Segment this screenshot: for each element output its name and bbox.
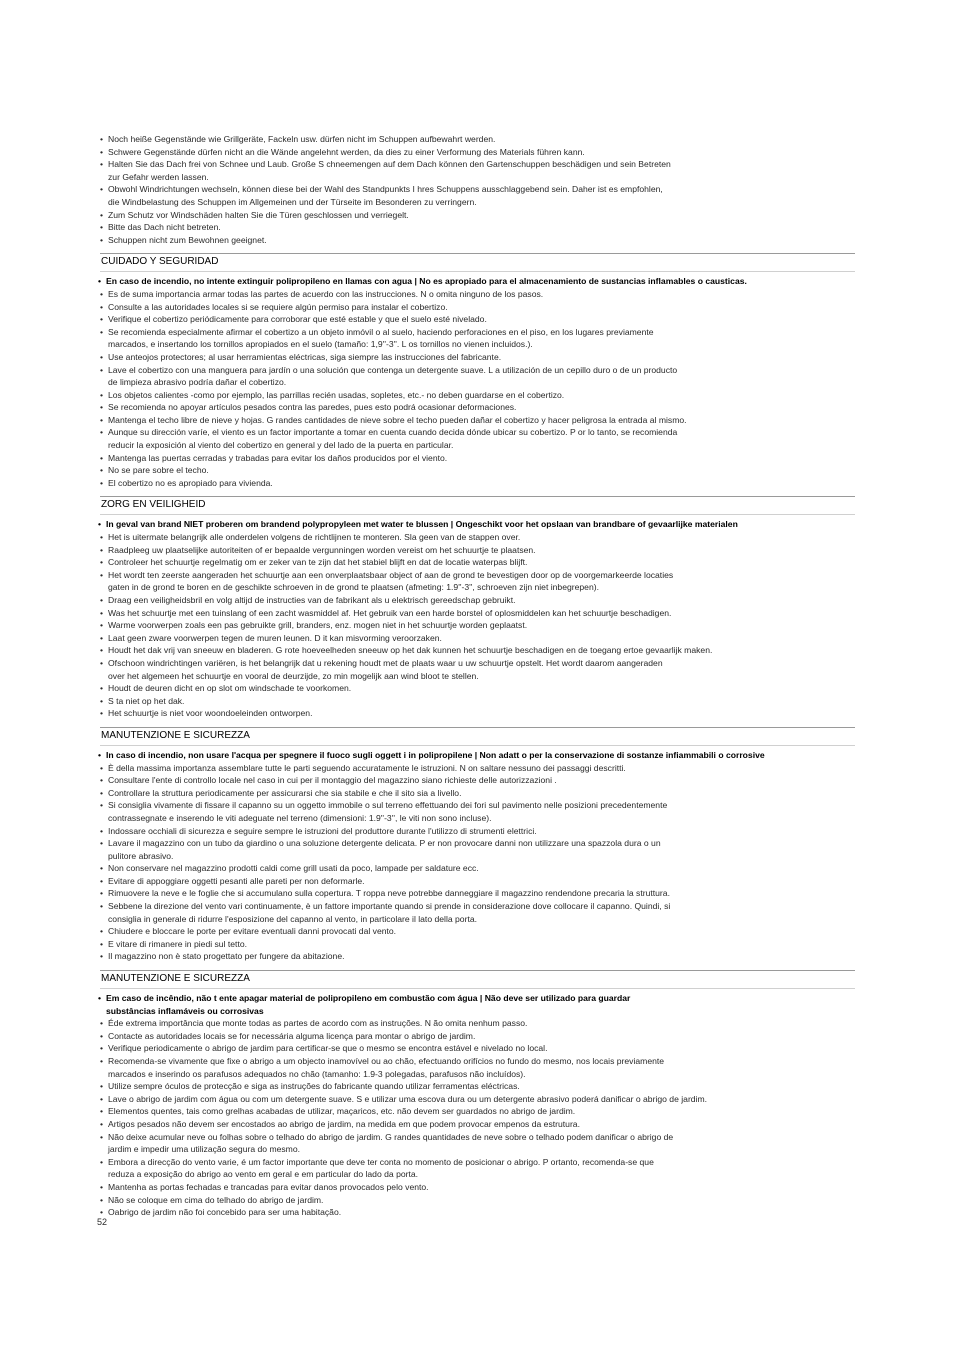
list-item: • Lavare il magazzino con un tubo da giardino o una soluzione detergente delicata. P er non provocare danni non utilizzare una spazzola dura o un pulitore abrasivo. — [100, 837, 855, 862]
list-item: • Sebbene la direzione del vento vari continuamente, è un fattore importante quando si prende in considerazione dove collocare il capanno. Quindi, si consiglia in generale di ridurre l'esposizione del capanno al vento, in particolare il lato della porta. — [100, 900, 855, 925]
list-item: • Lave el cobertizo con una manguera para jardín o una solución que contenga un detergente suave. L a utilización de un cepillo duro o de un producto de limpieza abrasivo podría dañar el cobertizo. — [100, 364, 855, 389]
list-item: • Contacte as autoridades locais se for necessária alguma licença para montar o abrigo de jardim. — [100, 1030, 855, 1043]
list-item: • Controleer het schuurtje regelmatig om er zeker van te zijn dat het stabiel blijft en dat de locatie waterpas blijft. — [100, 556, 855, 569]
section-italian-list — [100, 749, 855, 963]
list-item: • Obwohl Windrichtungen wechseln, können diese bei der Wahl des Standpunkts I hres Schuppens ausschlaggebend sein. Daher ist es empfohlen, die Windbelastung des Schuppen im Allgemeinen und der Türseite im Besonderen zu verringern. — [100, 183, 855, 208]
list-item: • Verifique periodicamente o abrigo de jardim para certificar-se que o mesmo se encontra estável e nivelado no local. — [100, 1042, 855, 1055]
list-item: • Elementos quentes, tais como grelhas acabadas de utilizar, maçaricos, etc. não devem ser guardados no abrigo de jardim. — [100, 1105, 855, 1118]
section-heading-portuguese: MANUTENZIONE E SICUREZZA — [100, 970, 855, 989]
list-item: • Não deixe acumular neve ou folhas sobre o telhado do abrigo de jardim. G randes quantidades de neve sobre o telhado podem danificar o abrigo de jardim e impedir uma utilização segura do mesmo. — [100, 1131, 855, 1156]
list-item: • Embora a direcção do vento varie, é um factor importante que deve ter conta no momento de posicionar o abrigo. P ortanto, recomenda-se que reduza a exposição do abrigo ao vento em geral e em particular do lado da porta. — [100, 1156, 855, 1181]
list-item: • Schwere Gegenstände dürfen nicht an die Wände angelehnt werden, da dies zu einer Verformung des Materials führen kann. — [100, 146, 855, 159]
section-heading-italian: MANUTENZIONE E SICUREZZA — [100, 727, 855, 746]
list-item: • Warme voorwerpen zoals een pas gebruikte grill, branders, enz. mogen niet in het schuurtje worden geplaatst. — [100, 619, 855, 632]
warning-item: • In caso di incendio, non usare l'acqua per spegnere il fuoco sugli oggett i in polipropilene | Non adatt o per la conservazione di sostanze infiammabili o corrosive — [100, 749, 855, 762]
list-item: • Bitte das Dach nicht betreten. — [100, 221, 855, 234]
page-number: 52 — [97, 1217, 108, 1227]
warning-item: • En caso de incendio, no intente extinguir polipropileno en llamas con agua | No es apropiado para el almacenamiento de sustancias inflamables o causticas. — [100, 275, 855, 288]
list-item: • Evitare di appoggiare oggetti pesanti alle pareti per non deformarle. — [100, 875, 855, 888]
list-item: • Se recomienda no apoyar artículos pesados contra las paredes, pues esto podrá ocasionar deformaciones. — [100, 401, 855, 414]
list-item: • Lave o abrigo de jardim com água ou com um detergente suave. S e utilizar uma escova dura ou um detergente abrasivo poderá danificar o abrigo de jardim. — [100, 1093, 855, 1106]
list-item: • Si consiglia vivamente di fissare il capanno su un oggetto immobile o sul terreno effettuando dei fori sul pavimento nelle posizioni precedentemente contrassegnate e inserendo le viti adeguate nel terreno (dimensioni: 1.9''-3'', le viti non sono incluse). — [100, 799, 855, 824]
list-item: • Was het schuurtje met een tuinslang of een zacht wasmiddel af. Het gebruik van een harde borstel of oplosmiddelen kan het schuurtje beschadigen. — [100, 607, 855, 620]
list-item: • Rimuovere la neve e le foglie che si accumulano sulla copertura. T roppa neve potrebbe danneggiare il magazzino rendendone precaria la struttura. — [100, 887, 855, 900]
list-item: • No se pare sobre el techo. — [100, 464, 855, 477]
list-item: • Los objetos calientes -como por ejemplo, las parrillas recién usadas, sopletes, etc.- no deben guardarse en el cobertizo. — [100, 389, 855, 402]
list-item: • Zum Schutz vor Windschäden halten Sie die Türen geschlossen und verriegelt. — [100, 209, 855, 222]
list-item: • Houdt het dak vrij van sneeuw en bladeren. G rote hoeveelheden sneeuw op het dak kunnen het schuurtje beschadigen en de toegang ertoe gevaarlijk maken. — [100, 644, 855, 657]
list-item: • Use anteojos protectores; al usar herramientas eléctricas, siga siempre las instrucciones del fabricante. — [100, 351, 855, 364]
list-item: • Chiudere e bloccare le porte per evitare eventuali danni provocati dal vento. — [100, 925, 855, 938]
list-item: • Mantenga las puertas cerradas y trabadas para evitar los daños producidos por el viento. — [100, 452, 855, 465]
list-item: • Non conservare nel magazzino prodotti caldi come grill usati da poco, lampade per saldature ecc. — [100, 862, 855, 875]
warning-item: • In geval van brand NIET proberen om brandend polypropyleen met water te blussen | Ongeschikt voor het opslaan van brandbare of gevaarlijke materialen — [100, 518, 855, 531]
section-heading-spanish: CUIDADO Y SEGURIDAD — [100, 253, 855, 272]
list-item: • Laat geen zware voorwerpen tegen de muren leunen. D it kan misvorming veroorzaken. — [100, 632, 855, 645]
list-item: • El cobertizo no es apropiado para vivienda. — [100, 477, 855, 490]
list-item: • Controllare la struttura periodicamente per assicurarsi che sia stabile e che il sito sia a livello. — [100, 787, 855, 800]
list-item: • Artigos pesados não devem ser encostados ao abrigo de jardim, na medida em que podem provocar empenos da estrutura. — [100, 1118, 855, 1131]
list-item: • Mantenha as portas fechadas e trancadas para evitar danos provocados pelo vento. — [100, 1181, 855, 1194]
list-item: • Houdt de deuren dicht en op slot om windschade te voorkomen. — [100, 682, 855, 695]
list-item: • E vitare di rimanere in piedi sul tetto. — [100, 938, 855, 951]
list-item: • S ta niet op het dak. — [100, 695, 855, 708]
list-item: • Halten Sie das Dach frei von Schnee und Laub. Große S chneemengen auf dem Dach können den Gartenschuppen beschädigen und sein Betreten zur Gefahr werden lassen. — [100, 158, 855, 183]
list-item: • Es de suma importancia armar todas las partes de acuerdo con las instrucciones. N o omita ninguno de los pasos. — [100, 288, 855, 301]
list-item: • Consulte a las autoridades locales si se requiere algún permiso para instalar el cobertizo. — [100, 301, 855, 314]
section-spanish-list — [100, 275, 855, 489]
list-item: • Oabrigo de jardim não foi concebido para ser uma habitação. — [100, 1206, 855, 1219]
list-item: • Indossare occhiali di sicurezza e seguire sempre le istruzioni del produttore durante l'utilizzo di strumenti elettrici. — [100, 825, 855, 838]
section-german-list — [100, 133, 855, 246]
list-item: • Ofschoon windrichtingen variëren, is het belangrijk dat u rekening houdt met de plaats waar u uw schuurtje opstelt. Het wordt daarom aangeraden over het algemeen het schuurtje en vooral de deurzijde, zo min mogelijk aan wind bloot te stellen. — [100, 657, 855, 682]
list-item: • Recomenda-se vivamente que fixe o abrigo a um objecto inamovível ou ao chão, efectuando orifícios no fundo do mesmo, nos locais previamente marcados e inserindo os parafusos adequados no chão (tamanho: 1.9-3 polegadas, parafusos não incluídos). — [100, 1055, 855, 1080]
list-item: • Se recomienda especialmente afirmar el cobertizo a un objeto inmóvil o al suelo, haciendo perforaciones en el piso, en los lugares previamente marcados, e insertando los tornillos apropiados en el suelo (tamaño: 1,9''-3''. L os tornillos no vienen incluidos.). — [100, 326, 855, 351]
section-dutch-list — [100, 518, 855, 720]
section-portuguese-list — [100, 992, 855, 1219]
list-item: • Het is uitermate belangrijk alle onderdelen volgens de richtlijnen te monteren. Sla geen van de stappen over. — [100, 531, 855, 544]
list-item: • Raadpleeg uw plaatselijke autoriteiten of er bepaalde vergunningen worden vereist om het schuurtje te plaatsen. — [100, 544, 855, 557]
list-item: • Aunque su dirección varíe, el viento es un factor importante a tomar en cuenta cuando decida dónde ubicar su cobertizo. P or lo tanto, se recomienda reducir la exposición al viento del cobertizo en general y del lado de la puerta en particular. — [100, 426, 855, 451]
list-item: • Consultare l'ente di controllo locale nel caso in cui per il montaggio del magazzino siano richieste delle autorizzazioni . — [100, 774, 855, 787]
list-item: • Noch heiße Gegenstände wie Grillgeräte, Fackeln usw. dürfen nicht im Schuppen aufbewahrt werden. — [100, 133, 855, 146]
section-heading-dutch: ZORG EN VEILIGHEID — [100, 496, 855, 515]
list-item: • Draag een veiligheidsbril en volg altijd de instructies van de fabrikant als u elektrisch gereedschap gebruikt. — [100, 594, 855, 607]
list-item: • Utilize sempre óculos de protecção e siga as instruções do fabricante quando utilizar ferramentas eléctricas. — [100, 1080, 855, 1093]
list-item: • Il magazzino non è stato progettato per fungere da abitazione. — [100, 950, 855, 963]
warning-item: • Em caso de incêndio, não t ente apagar material de polipropileno em combustão com água | Não deve ser utilizado para guardar substâncias inflamáveis ou corrosivas — [100, 992, 855, 1017]
list-item: • Het schuurtje is niet voor woondoeleinden ontworpen. — [100, 707, 855, 720]
document-body — [100, 133, 855, 1219]
list-item: • Éde extrema importância que monte todas as partes de acordo com as instruções. N ão omita nenhum passo. — [100, 1017, 855, 1030]
list-item: • Schuppen nicht zum Bewohnen geeignet. — [100, 234, 855, 247]
list-item: • Verifique el cobertizo periódicamente para corroborar que esté estable y que el suelo esté nivelado. — [100, 313, 855, 326]
list-item: • Mantenga el techo libre de nieve y hojas. G randes cantidades de nieve sobre el techo pueden dañar el cobertizo y hacer peligrosa la entrada al mismo. — [100, 414, 855, 427]
list-item: • Não se coloque em cima do telhado do abrigo de jardim. — [100, 1194, 855, 1207]
list-item: • È della massima importanza assemblare tutte le parti seguendo accuratamente le istruzioni. N on saltare nessuno dei passaggi descritti. — [100, 762, 855, 775]
list-item: • Het wordt ten zeerste aangeraden het schuurtje aan een onverplaatsbaar object of aan de grond te bevestigen door op de voorgemarkeerde locaties gaten in de grond te boren en de geschikte schroeven in de grond te plaatsen (afmeting: 1.9''-3'', schroeven zijn niet inbegrepen). — [100, 569, 855, 594]
